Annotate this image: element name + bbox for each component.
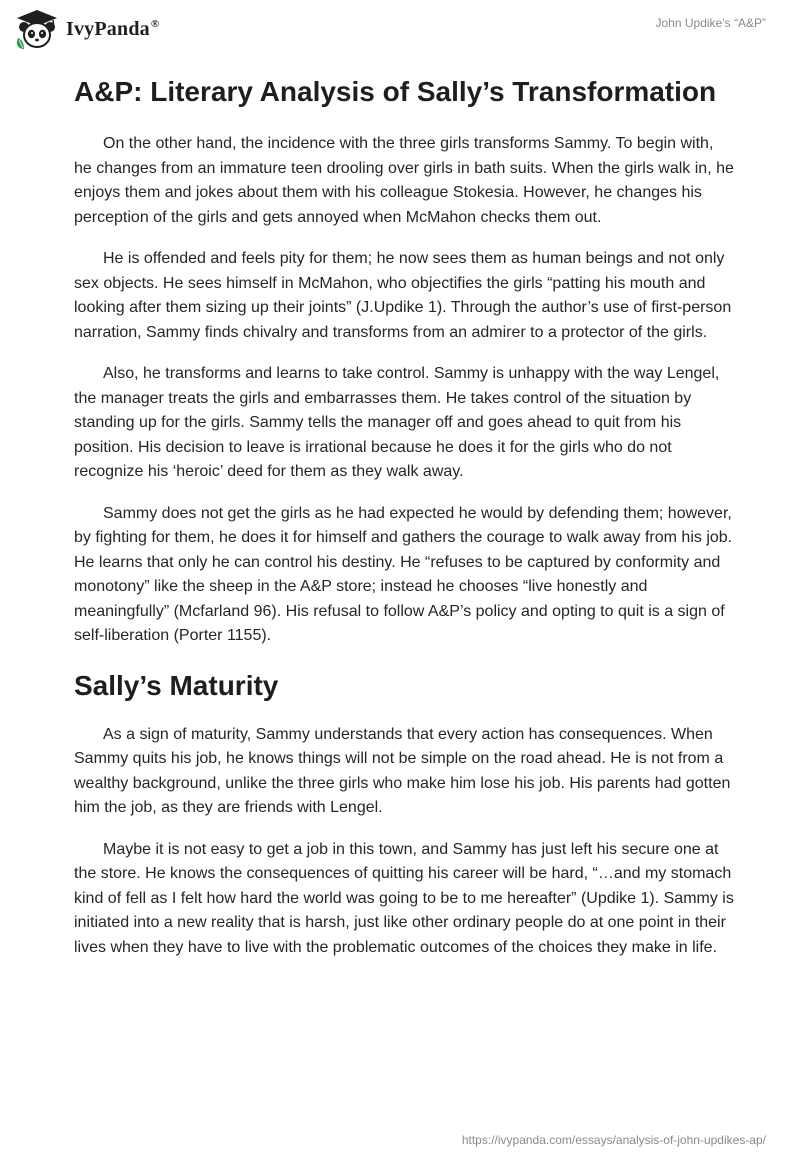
section-heading: Sally’s Maturity [74, 669, 279, 701]
paragraph: He is offended and feels pity for them; he now sees them as human beings and not only sex objects. He sees himself in McMahon, who objectifies the girls “patting his mouth and looking after them sizing up their joints” (J.Updike 1). Through the author’s use of first-person narration, Sammy finds chivalry and transforms from an admirer to a protector of the girls. [74, 250, 732, 341]
paragraph: On the other hand, the incidence with the three girls transforms Sammy. To begin with, he changes from an immature teen drooling over girls in bath suits. When the girls walk in, he enjoys them and jokes about them with his colleague Stokesia. However, he changes his perception of the girls and gets annoyed when McMahon checks them out. [74, 135, 734, 226]
logo-wordmark: IvyPanda [66, 17, 150, 40]
page-header [0, 0, 800, 60]
logo-text [66, 18, 159, 41]
paragraph: Sammy does not get the girls as he had expected he would by defending them; however, by fighting for them, he does it for himself and gathers the courage to walk away from his job. He learns that only he can control his destiny. He “refuses to be captured by conformity and monotony” like the sheep in the A&P store; instead he chooses “live honestly and meaningfully” (Mcfarland 96). His refusal to follow A&P’s policy and opting to quit is a sign of self-liberation (Porter 1155). [74, 504, 733, 644]
registered-mark: ® [150, 17, 160, 30]
article-body [74, 73, 734, 960]
paragraph: Maybe it is not easy to get a job in this town, and Sammy has just left his secure one at the store. He knows the consequences of quitting his career will be hard, “…and my stomach kind of fell as I felt how hard the world was going to be to me hereafter” (Updike 1). Sammy is initiated into a new reality that is harsh, just like other ordinary people do at one point in their lives when they have to live with the problematic outcomes of the choices they make in life. [74, 840, 734, 956]
running-title: John Updike’s “A&P” [655, 16, 766, 30]
source-url[interactable]: https://ivypanda.com/essays/analysis-of-john-updikes-ap/ [461, 1133, 766, 1147]
ivypanda-logo[interactable] [14, 8, 159, 50]
article-title: A&P: Literary Analysis of Sally’s Transformation [74, 76, 717, 107]
panda-graduation-icon [14, 8, 60, 50]
paragraph: As a sign of maturity, Sammy understands that every action has consequences. When Sammy quits his job, he knows things will not be simple on the road ahead. He is not from a wealthy background, unlike the three girls who make him lose his job. His parents had gotten him the job, as they are friends with Lengel. [74, 725, 731, 816]
paragraph: Also, he transforms and learns to take control. Sammy is unhappy with the way Lengel, the manager treats the girls and embarrasses them. He takes control of the situation by standing up for the girls. Sammy tells the manager off and goes ahead to quit from his position. His decision to leave is irrational because he does it for the girls who do not recognize his ‘heroic’ deed for them as they walk away. [74, 365, 720, 480]
